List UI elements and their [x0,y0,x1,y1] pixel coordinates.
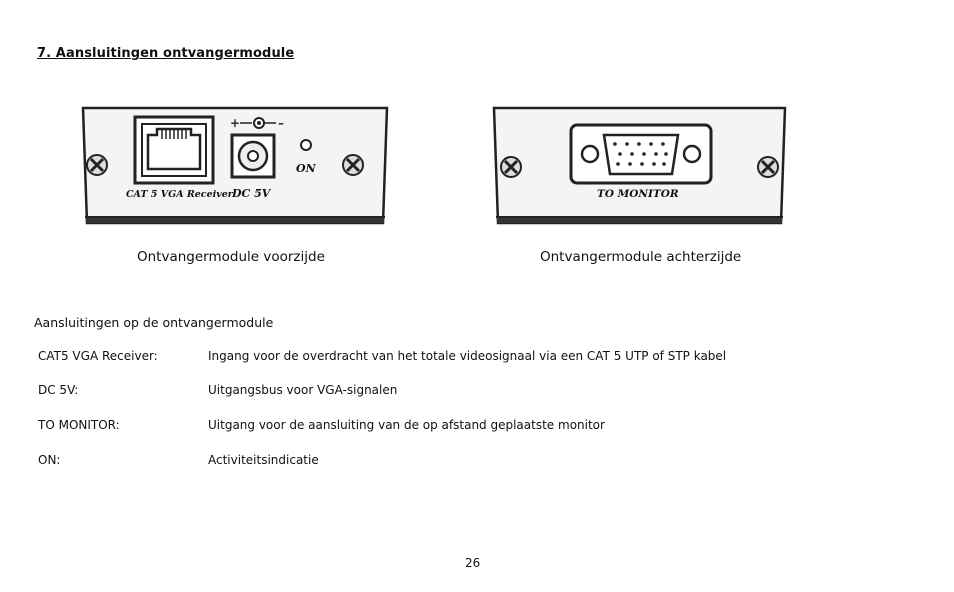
vga-port-icon [571,125,711,183]
definition-term: ON: [38,453,61,467]
polarity-minus: – [278,116,284,130]
definition-term: DC 5V: [38,383,79,397]
screw-left-icon [501,157,521,177]
definition-term: TO MONITOR: [38,418,120,432]
caption-front: Ontvangermodule voorzijde [137,249,325,265]
polarity-plus: + [230,116,241,130]
rj45-port-icon [135,117,213,183]
dc-jack-icon [232,135,274,177]
led-indicator-icon [301,140,311,150]
definition-desc: Activiteitsindicatie [208,453,319,467]
definition-desc: Ingang voor de overdracht van het totale videosignaal via een CAT 5 UTP of STP kabel [208,349,727,363]
definition-term: CAT5 VGA Receiver: [38,349,158,363]
rj45-label: CAT 5 VGA Receiver [126,189,233,200]
section-heading: 7. Aansluitingen ontvangermodule [37,46,295,61]
back-panel-figure [491,105,788,230]
screw-right-icon [343,155,363,175]
back-panel-illustration [491,105,788,230]
screw-right-icon [758,157,778,177]
definition-desc: Uitgang voor de aansluiting van de op afstand geplaatste monitor [208,418,605,432]
caption-back: Ontvangermodule achterzijde [540,249,742,265]
definition-desc: Uitgangsbus voor VGA-signalen [208,383,398,397]
page-number: 26 [465,556,481,570]
on-label: ON [296,162,316,175]
screw-left-icon [87,155,107,175]
front-panel-illustration [80,105,390,230]
dc-label: DC 5V [232,187,271,200]
vga-label: TO MONITOR [597,188,679,200]
front-panel-figure [80,105,390,230]
definitions-heading: Aansluitingen op de ontvangermodule [34,315,274,330]
